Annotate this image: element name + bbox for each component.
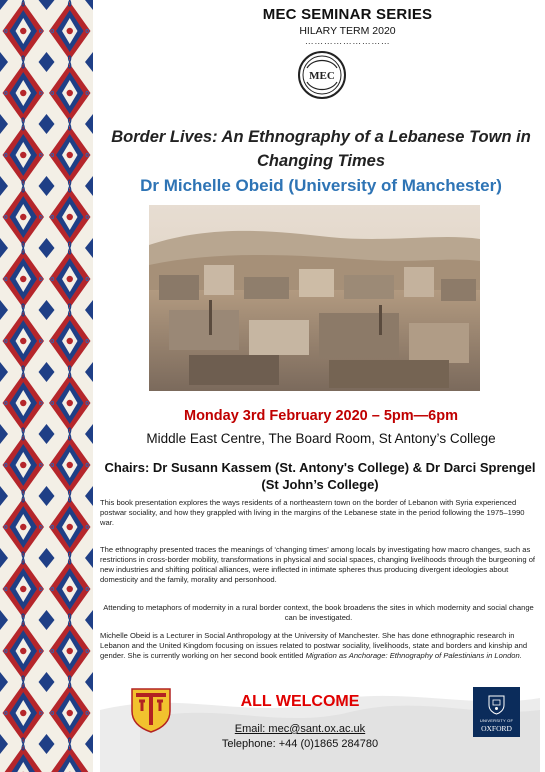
speaker-bio [100, 631, 537, 661]
oxford-logo-text: OXFORD [481, 724, 512, 733]
contact-email-link[interactable]: Email: mec@sant.ox.ac.uk [234, 723, 366, 735]
oxford-logo-icon [473, 687, 520, 737]
description-paragraph-2: The ethnography presented traces the meanings of ‘changing times’ among locals by investigating how macro changes, such as restrictions in cross-border mobility, transformations in physical and social spaces, changing livelihoods through the burgeoning of new industries and shifting political alliances, were inflected in intimate spheres thus producing divergent ideologies about domesticity and the family, morality and personhood. [100, 545, 536, 584]
oxford-logo-small-text: UNIVERSITY OF [479, 718, 514, 723]
decorative-tile-border [0, 0, 93, 772]
book-title: Migration as Anchorage: Ethnography of Palestinians in London. [305, 651, 522, 660]
event-venue: Middle East Centre, The Board Room, St Antony’s College [146, 431, 496, 446]
term-label: HILARY TERM 2020 [299, 25, 396, 37]
description-paragraph-3: Attending to metaphors of modernity in a rural border context, the book broadens the sites in which modernity and social change can be investigated. [103, 603, 534, 622]
contact-phone: Telephone: +44 (0)1865 284780 [221, 738, 379, 750]
talk-title: Border Lives: An Ethnography of a Lebanese Town in Changing Times [111, 128, 531, 170]
all-welcome-label: ALL WELCOME [240, 693, 360, 710]
separator: ……………………… [304, 36, 391, 46]
photo-lebanese-town [149, 205, 480, 391]
speaker-name: Dr Michelle Obeid (University of Manchester) [140, 176, 502, 195]
mec-logo [297, 50, 347, 100]
mec-logo-text: MEC [309, 70, 335, 82]
st-antonys-crest-icon [130, 687, 172, 733]
chairs-line: Chairs: Dr Susann Kassem (St. Antony's College) & Dr Darci Sprengel (St John’s College) [104, 460, 536, 492]
description-paragraph-1: This book presentation explores the ways residents of a northeastern town on the border of Lebanon with Syria experienced postwar sociality, and how they grappled with living in the margins of the Lebanese state in the period following the 1975–1990 war. [100, 498, 525, 527]
seminar-series-heading: MEC SEMINAR SERIES [262, 6, 433, 23]
event-date-time: Monday 3rd February 2020 – 5pm—6pm [184, 408, 458, 424]
oxford-shield-icon [488, 695, 505, 715]
speaker-bio-text: Michelle Obeid is a Lecturer in Social Anthropology at the University of Manchester. She has done ethnographic research in Lebanon and the United Kingdom focusing on issues related to postwar sociality, livelihoods, state and borders and kinship and gender. She is currently working on her second book entitled [100, 631, 528, 660]
